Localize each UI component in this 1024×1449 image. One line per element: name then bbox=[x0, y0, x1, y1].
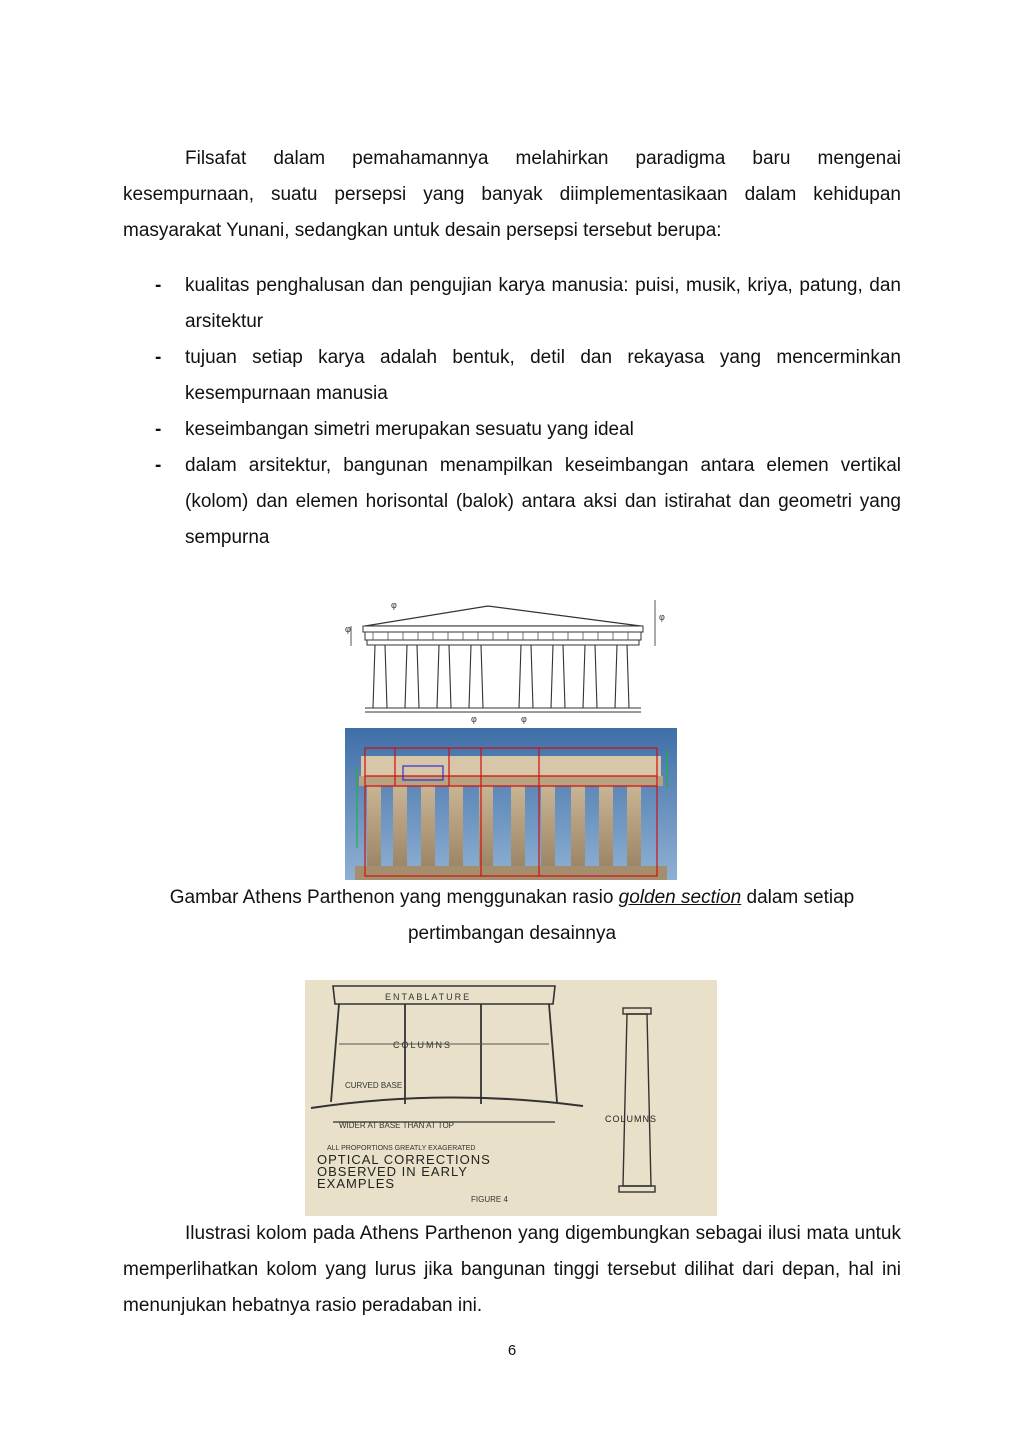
svg-text:ENTABLATURE: ENTABLATURE bbox=[385, 992, 472, 1002]
svg-text:EXAMPLES: EXAMPLES bbox=[317, 1176, 396, 1191]
parthenon-photo-golden-overlay bbox=[345, 728, 677, 880]
optical-corrections-drawing bbox=[305, 980, 717, 1216]
svg-text:φ: φ bbox=[521, 714, 527, 724]
svg-text:φ: φ bbox=[345, 624, 351, 634]
svg-text:φ: φ bbox=[471, 714, 477, 724]
svg-text:φ: φ bbox=[391, 600, 397, 610]
list-item: - tujuan setiap karya adalah bentuk, detil dan rekayasa yang mencerminkan kesempurnaan manusia bbox=[155, 347, 901, 404]
svg-text:COLUMNS: COLUMNS bbox=[393, 1040, 453, 1050]
svg-text:COLUMNS: COLUMNS bbox=[605, 1114, 658, 1124]
paragraph-intro: Filsafat dalam pemahamannya melahirkan paradigma baru mengenai kesempurnaan, suatu persepsi yang banyak diimplementasikaan dalam kehidupan masyarakat Yunani, sedangkan untuk desain persepsi tersebut berupa: bbox=[123, 148, 901, 241]
svg-text:WIDER AT BASE THAN AT TOP: WIDER AT BASE THAN AT TOP bbox=[339, 1121, 454, 1130]
parthenon-elevation-drawing bbox=[343, 596, 685, 724]
list-item: - dalam arsitektur, bangunan menampilkan keseimbangan antara elemen vertikal (kolom) dan elemen horisontal (balok) antara aksi dan istirahat dan geometri yang sempurna bbox=[155, 455, 901, 548]
svg-text:ALL PROPORTIONS GREATLY EXAGER: ALL PROPORTIONS GREATLY EXAGERATED bbox=[327, 1145, 476, 1152]
svg-text:FIGURE 4: FIGURE 4 bbox=[471, 1195, 508, 1204]
svg-text:CURVED BASE: CURVED BASE bbox=[345, 1081, 403, 1090]
svg-text:OPTICAL CORRECTIONS: OPTICAL CORRECTIONS bbox=[317, 1152, 491, 1167]
svg-text:OBSERVED IN EARLY: OBSERVED IN EARLY bbox=[317, 1164, 468, 1179]
paragraph-columns: Ilustrasi kolom pada Athens Parthenon yang digembungkan sebagai ilusi mata untuk memperlihatkan kolom yang lurus jika bangunan tinggi tersebut dilihat dari depan, hal ini menunjukan hebatnya rasio peradaban ini. bbox=[123, 1223, 901, 1316]
figure-caption: Gambar Athens Parthenon yang menggunakan rasio golden section dalam setiap pertimbangan desainnya bbox=[169, 887, 855, 944]
bullet-list bbox=[123, 268, 901, 556]
list-item: - keseimbangan simetri merupakan sesuatu yang ideal bbox=[155, 419, 634, 440]
golden-section-term: golden section bbox=[618, 887, 742, 908]
list-item: - kualitas penghalusan dan pengujian karya manusia: puisi, musik, kriya, patung, dan arsitektur bbox=[155, 275, 901, 332]
svg-text:φ: φ bbox=[659, 612, 665, 622]
page-number: 6 bbox=[507, 1342, 517, 1359]
